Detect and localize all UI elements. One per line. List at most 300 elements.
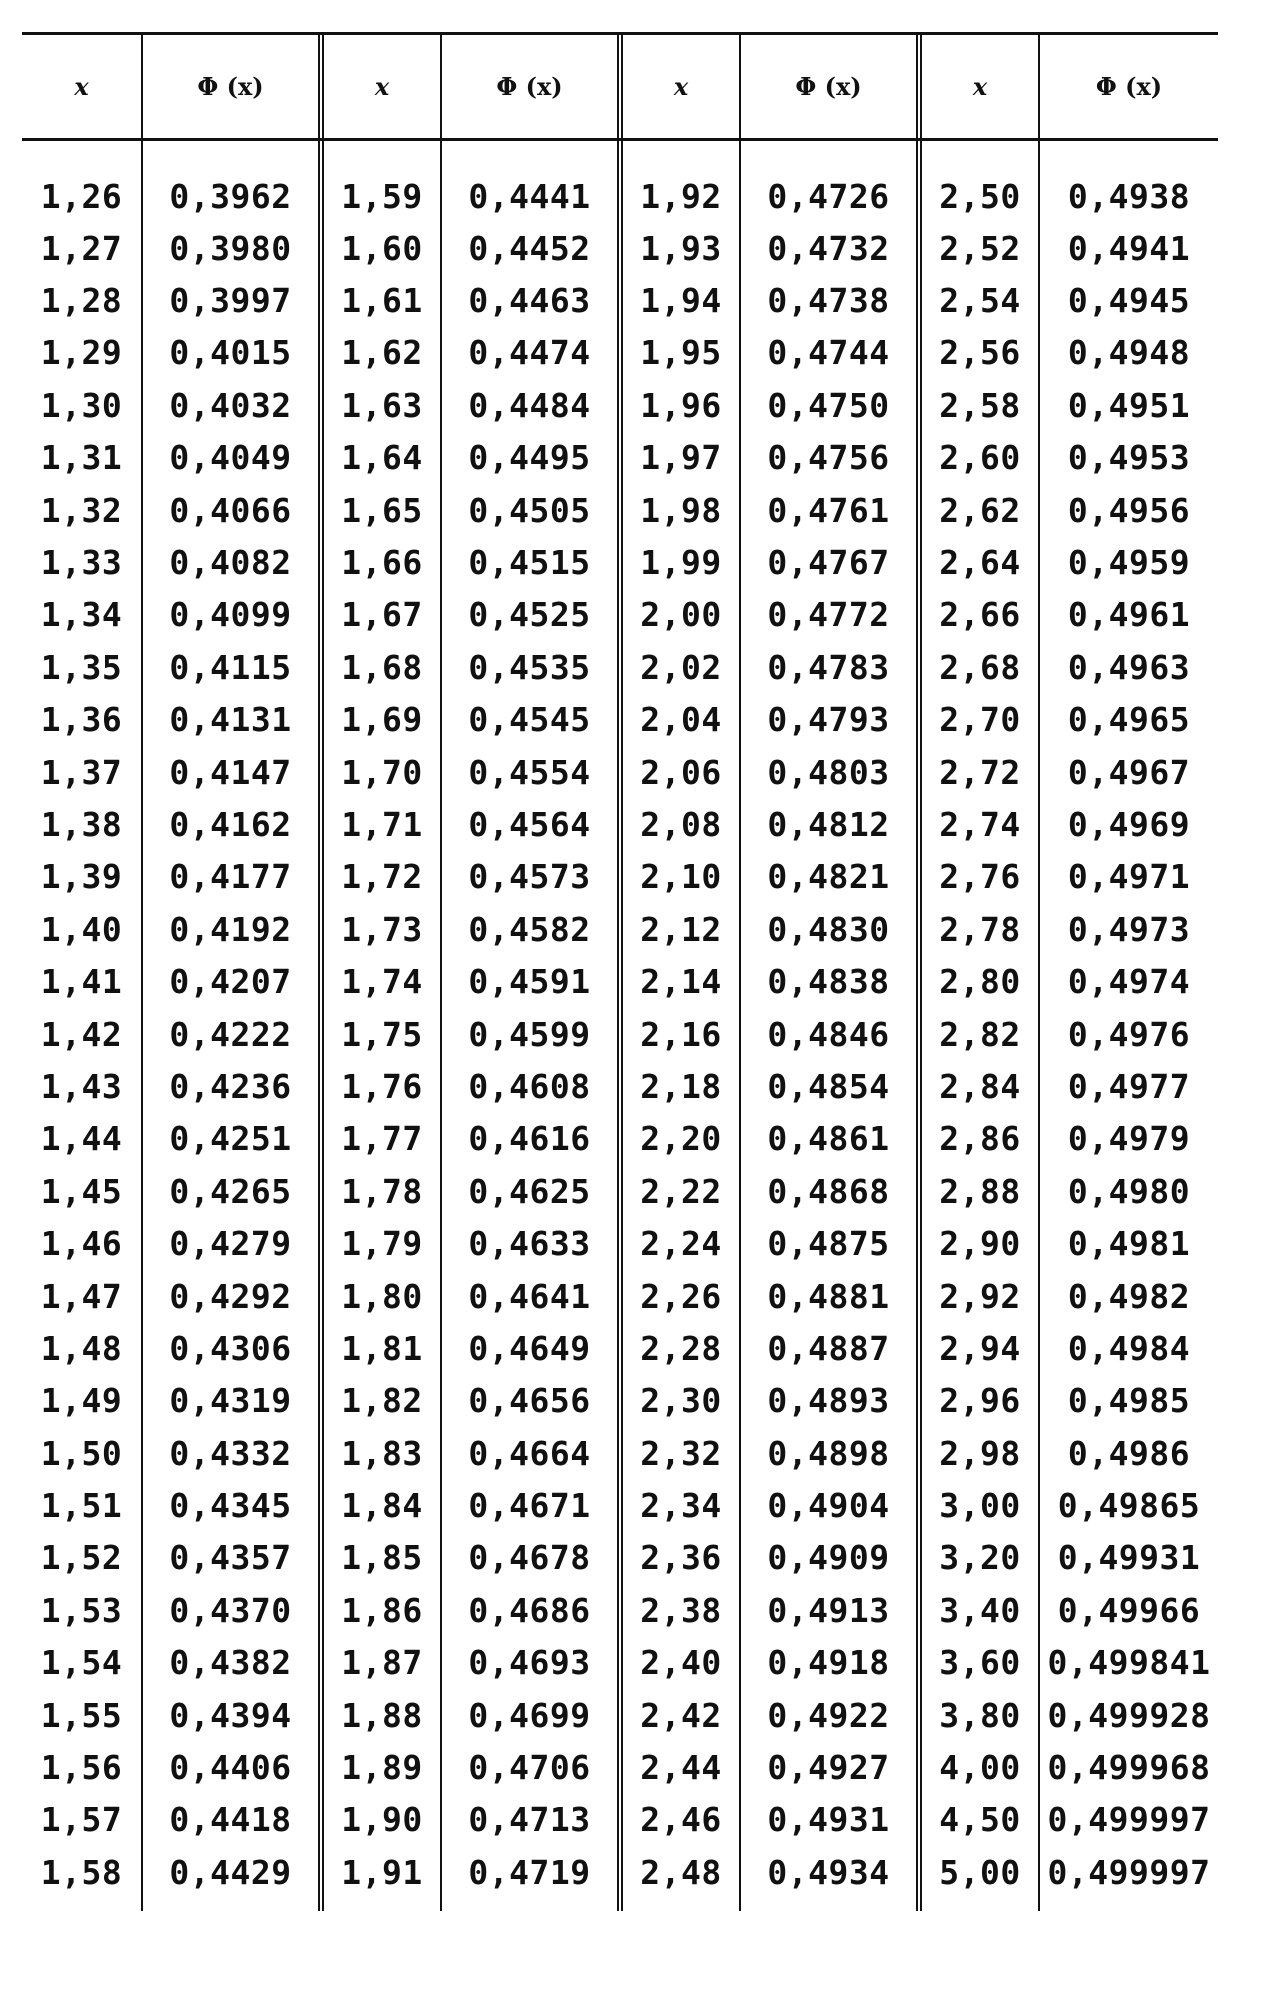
phi-value-cell: 0,4686 xyxy=(441,1584,620,1636)
x-value-cell: 1,99 xyxy=(620,536,740,588)
x-value-cell: 1,70 xyxy=(321,746,441,798)
column-header-x-3 xyxy=(620,32,740,140)
table-row xyxy=(22,1217,1218,1269)
phi-value-cell: 0,4484 xyxy=(441,379,620,431)
x-value-cell: 1,76 xyxy=(321,1060,441,1112)
phi-value-cell: 0,4981 xyxy=(1039,1217,1218,1269)
phi-header-label: Φ (x) xyxy=(197,71,264,101)
x-value-cell: 2,70 xyxy=(919,694,1039,746)
x-value-cell: 1,90 xyxy=(321,1794,441,1846)
phi-value-cell: 0,4207 xyxy=(142,955,321,1007)
phi-value-cell: 0,4913 xyxy=(740,1584,919,1636)
x-value-cell: 1,82 xyxy=(321,1375,441,1427)
x-value-cell: 1,86 xyxy=(321,1584,441,1636)
x-value-cell: 3,00 xyxy=(919,1479,1039,1531)
x-value-cell: 1,59 xyxy=(321,140,441,222)
x-value-cell: 1,61 xyxy=(321,274,441,326)
phi-value-cell: 0,4382 xyxy=(142,1637,321,1689)
phi-value-cell: 0,4803 xyxy=(740,746,919,798)
x-value-cell: 2,44 xyxy=(620,1741,740,1793)
x-value-cell: 1,92 xyxy=(620,140,740,222)
phi-value-cell: 0,4265 xyxy=(142,1165,321,1217)
table-row xyxy=(22,1427,1218,1479)
phi-value-cell: 0,4838 xyxy=(740,955,919,1007)
phi-header-label: Φ (x) xyxy=(795,71,862,101)
x-value-cell: 1,39 xyxy=(40,857,123,897)
table-row xyxy=(22,1689,1218,1741)
table-row xyxy=(22,1165,1218,1217)
x-value-cell: 1,28 xyxy=(40,281,123,321)
phi-value-cell: 0,4713 xyxy=(441,1794,620,1846)
phi-value-cell: 0,4979 xyxy=(1039,1113,1218,1165)
phi-value-cell: 0,4980 xyxy=(1039,1165,1218,1217)
phi-value-cell: 0,4292 xyxy=(142,1270,321,1322)
x-value-cell: 2,54 xyxy=(919,274,1039,326)
phi-value-cell: 0,4971 xyxy=(1039,851,1218,903)
phi-value-cell: 0,4357 xyxy=(142,1532,321,1584)
phi-value-cell: 0,4887 xyxy=(740,1322,919,1374)
x-value-cell: 1,32 xyxy=(40,490,123,530)
x-value-cell: 1,97 xyxy=(620,432,740,484)
x-value-cell: 2,80 xyxy=(919,955,1039,1007)
phi-value-cell: 0,4591 xyxy=(441,955,620,1007)
phi-value-cell: 0,4974 xyxy=(1039,955,1218,1007)
column-header-x-2 xyxy=(321,32,441,140)
table-row xyxy=(22,1741,1218,1793)
table-row xyxy=(22,1479,1218,1531)
table-row xyxy=(22,379,1218,431)
x-value-cell: 1,87 xyxy=(321,1637,441,1689)
phi-value-cell: 0,4830 xyxy=(740,903,919,955)
table-row xyxy=(22,1584,1218,1636)
x-value-cell: 1,81 xyxy=(321,1322,441,1374)
x-value-cell: 1,69 xyxy=(321,694,441,746)
x-value-cell: 3,20 xyxy=(919,1532,1039,1584)
x-value-cell: 2,08 xyxy=(620,798,740,850)
x-value-cell: 2,82 xyxy=(919,1008,1039,1060)
x-value-cell: 1,37 xyxy=(40,752,123,792)
x-value-cell: 1,50 xyxy=(40,1433,123,1473)
phi-value-cell: 0,4934 xyxy=(740,1846,919,1910)
phi-value-cell: 0,4699 xyxy=(441,1689,620,1741)
phi-value-cell: 0,49931 xyxy=(1039,1532,1218,1584)
x-value-cell: 1,68 xyxy=(321,641,441,693)
x-value-cell: 2,74 xyxy=(919,798,1039,850)
x-value-cell: 3,80 xyxy=(919,1689,1039,1741)
x-value-cell: 1,89 xyxy=(321,1741,441,1793)
phi-value-cell: 0,4893 xyxy=(740,1375,919,1427)
x-value-cell: 1,41 xyxy=(40,962,123,1002)
x-value-cell: 1,72 xyxy=(321,851,441,903)
x-value-cell: 2,78 xyxy=(919,903,1039,955)
table-row xyxy=(22,1794,1218,1846)
x-value-cell: 1,80 xyxy=(321,1270,441,1322)
x-value-cell: 1,49 xyxy=(40,1381,123,1421)
x-value-cell: 2,46 xyxy=(620,1794,740,1846)
table-row xyxy=(22,327,1218,379)
phi-value-cell: 0,4861 xyxy=(740,1113,919,1165)
phi-value-cell: 0,4945 xyxy=(1039,274,1218,326)
column-header-phi-2 xyxy=(441,32,620,140)
phi-value-cell: 0,4875 xyxy=(740,1217,919,1269)
x-header-label: x xyxy=(74,71,89,101)
x-value-cell: 1,45 xyxy=(40,1171,123,1211)
phi-value-cell: 0,4982 xyxy=(1039,1270,1218,1322)
x-value-cell: 2,52 xyxy=(919,222,1039,274)
phi-header-label: Φ (x) xyxy=(496,71,563,101)
phi-value-cell: 0,4505 xyxy=(441,484,620,536)
phi-value-cell: 0,4965 xyxy=(1039,694,1218,746)
x-value-cell: 2,76 xyxy=(919,851,1039,903)
x-value-cell: 1,31 xyxy=(40,438,123,478)
phi-value-cell: 0,4969 xyxy=(1039,798,1218,850)
x-value-cell: 3,60 xyxy=(919,1637,1039,1689)
phi-value-cell: 0,4192 xyxy=(142,903,321,955)
phi-header-label: Φ (x) xyxy=(1095,71,1163,101)
x-value-cell: 1,63 xyxy=(321,379,441,431)
phi-value-cell: 0,4474 xyxy=(441,327,620,379)
table-row xyxy=(22,694,1218,746)
table-row xyxy=(22,903,1218,955)
phi-value-cell: 0,4418 xyxy=(142,1794,321,1846)
x-value-cell: 2,84 xyxy=(919,1060,1039,1112)
x-value-cell: 1,46 xyxy=(40,1224,123,1264)
x-value-cell: 2,18 xyxy=(620,1060,740,1112)
x-value-cell: 1,83 xyxy=(321,1427,441,1479)
table-row xyxy=(22,536,1218,588)
x-value-cell: 1,85 xyxy=(321,1532,441,1584)
phi-value-cell: 0,4772 xyxy=(740,589,919,641)
phi-value-cell: 0,4956 xyxy=(1039,484,1218,536)
x-value-cell: 2,06 xyxy=(620,746,740,798)
phi-value-cell: 0,4756 xyxy=(740,432,919,484)
phi-value-cell: 0,4973 xyxy=(1039,903,1218,955)
x-value-cell: 1,64 xyxy=(321,432,441,484)
x-value-cell: 2,86 xyxy=(919,1113,1039,1165)
phi-value-cell: 0,4959 xyxy=(1039,536,1218,588)
phi-value-cell: 0,4082 xyxy=(142,536,321,588)
phi-value-cell: 0,4370 xyxy=(142,1584,321,1636)
x-value-cell: 1,26 xyxy=(40,176,123,216)
header-rule xyxy=(22,138,1218,141)
table-header-row xyxy=(22,32,1218,140)
x-value-cell: 1,36 xyxy=(40,700,123,740)
x-value-cell: 2,04 xyxy=(620,694,740,746)
x-value-cell: 2,68 xyxy=(919,641,1039,693)
x-value-cell: 1,62 xyxy=(321,327,441,379)
phi-value-cell: 0,3962 xyxy=(142,140,321,222)
phi-value-cell: 0,4177 xyxy=(142,851,321,903)
phi-value-cell: 0,4429 xyxy=(142,1846,321,1910)
x-value-cell: 1,60 xyxy=(321,222,441,274)
column-header-x-1 xyxy=(22,32,142,140)
phi-value-cell: 0,49966 xyxy=(1039,1584,1218,1636)
x-value-cell: 1,34 xyxy=(40,595,123,635)
phi-value-cell: 0,4332 xyxy=(142,1427,321,1479)
x-value-cell: 2,96 xyxy=(919,1375,1039,1427)
phi-value-cell: 0,4738 xyxy=(740,274,919,326)
phi-value-cell: 0,4599 xyxy=(441,1008,620,1060)
x-value-cell: 2,88 xyxy=(919,1165,1039,1217)
phi-value-cell: 0,4938 xyxy=(1039,140,1218,222)
x-value-cell: 1,47 xyxy=(40,1276,123,1316)
table-row xyxy=(22,1375,1218,1427)
x-value-cell: 1,48 xyxy=(40,1328,123,1368)
x-value-cell: 3,40 xyxy=(919,1584,1039,1636)
x-value-cell: 1,33 xyxy=(40,543,123,583)
phi-value-cell: 0,4977 xyxy=(1039,1060,1218,1112)
phi-value-cell: 0,4767 xyxy=(740,536,919,588)
table-row xyxy=(22,1322,1218,1374)
table-row xyxy=(22,641,1218,693)
x-value-cell: 2,58 xyxy=(919,379,1039,431)
phi-value-cell: 0,4306 xyxy=(142,1322,321,1374)
x-value-cell: 1,52 xyxy=(40,1538,123,1578)
column-header-phi-3 xyxy=(740,32,919,140)
x-value-cell: 2,28 xyxy=(620,1322,740,1374)
table-row xyxy=(22,589,1218,641)
x-value-cell: 1,43 xyxy=(40,1066,123,1106)
phi-value-cell: 0,4931 xyxy=(740,1794,919,1846)
phi-value-cell: 0,4236 xyxy=(142,1060,321,1112)
x-value-cell: 1,58 xyxy=(40,1852,123,1892)
phi-value-cell: 0,4693 xyxy=(441,1637,620,1689)
column-header-phi-4 xyxy=(1039,32,1218,140)
phi-value-cell: 0,4394 xyxy=(142,1689,321,1741)
phi-value-cell: 0,4898 xyxy=(740,1427,919,1479)
phi-value-cell: 0,4783 xyxy=(740,641,919,693)
phi-value-cell: 0,4463 xyxy=(441,274,620,326)
phi-value-cell: 0,4115 xyxy=(142,641,321,693)
x-value-cell: 2,66 xyxy=(919,589,1039,641)
x-value-cell: 1,67 xyxy=(321,589,441,641)
phi-value-cell: 0,4948 xyxy=(1039,327,1218,379)
x-value-cell: 4,50 xyxy=(919,1794,1039,1846)
x-value-cell: 5,00 xyxy=(919,1846,1039,1910)
phi-value-cell: 0,4664 xyxy=(441,1427,620,1479)
x-header-label: x xyxy=(972,71,988,101)
x-value-cell: 2,94 xyxy=(919,1322,1039,1374)
phi-value-cell: 0,4015 xyxy=(142,327,321,379)
phi-value-cell: 0,4909 xyxy=(740,1532,919,1584)
phi-value-cell: 0,4812 xyxy=(740,798,919,850)
phi-value-cell: 0,4319 xyxy=(142,1375,321,1427)
phi-value-cell: 0,4649 xyxy=(441,1322,620,1374)
x-value-cell: 2,42 xyxy=(620,1689,740,1741)
phi-value-cell: 0,4564 xyxy=(441,798,620,850)
x-value-cell: 2,50 xyxy=(919,140,1039,222)
x-value-cell: 1,38 xyxy=(40,804,123,844)
phi-value-cell: 0,4986 xyxy=(1039,1427,1218,1479)
x-value-cell: 2,36 xyxy=(620,1532,740,1584)
phi-value-cell: 0,4732 xyxy=(740,222,919,274)
phi-value-cell: 0,4985 xyxy=(1039,1375,1218,1427)
x-value-cell: 2,48 xyxy=(620,1846,740,1910)
x-value-cell: 2,24 xyxy=(620,1217,740,1269)
phi-value-cell: 0,4821 xyxy=(740,851,919,903)
table-row xyxy=(22,1008,1218,1060)
phi-value-cell: 0,499968 xyxy=(1039,1741,1218,1793)
phi-value-cell: 0,4525 xyxy=(441,589,620,641)
phi-value-cell: 0,4927 xyxy=(740,1741,919,1793)
x-value-cell: 2,98 xyxy=(919,1427,1039,1479)
table-body xyxy=(22,140,1218,1911)
phi-value-cell: 0,4147 xyxy=(142,746,321,798)
x-value-cell: 1,42 xyxy=(40,1014,123,1054)
phi-value-cell: 0,499928 xyxy=(1039,1689,1218,1741)
x-value-cell: 1,51 xyxy=(40,1486,123,1526)
x-value-cell: 1,95 xyxy=(620,327,740,379)
phi-value-cell: 0,4726 xyxy=(740,140,919,222)
x-value-cell: 1,29 xyxy=(40,333,123,373)
column-header-phi-1 xyxy=(142,32,321,140)
phi-value-cell: 0,4868 xyxy=(740,1165,919,1217)
phi-value-cell: 0,4616 xyxy=(441,1113,620,1165)
phi-value-cell: 0,4744 xyxy=(740,327,919,379)
table-row xyxy=(22,1532,1218,1584)
phi-value-cell: 0,4918 xyxy=(740,1637,919,1689)
table-row xyxy=(22,1113,1218,1165)
x-value-cell: 2,40 xyxy=(620,1637,740,1689)
x-value-cell: 2,30 xyxy=(620,1375,740,1427)
phi-value-cell: 0,4406 xyxy=(142,1741,321,1793)
x-value-cell: 1,27 xyxy=(40,228,123,268)
phi-value-cell: 0,4941 xyxy=(1039,222,1218,274)
phi-value-cell: 0,4719 xyxy=(441,1846,620,1910)
phi-value-cell: 0,49865 xyxy=(1039,1479,1218,1531)
x-value-cell: 1,30 xyxy=(40,385,123,425)
x-value-cell: 1,54 xyxy=(40,1643,123,1683)
phi-value-cell: 0,4963 xyxy=(1039,641,1218,693)
table-row xyxy=(22,274,1218,326)
phi-value-cell: 0,4706 xyxy=(441,1741,620,1793)
phi-value-cell: 0,4904 xyxy=(740,1479,919,1531)
phi-value-cell: 0,4032 xyxy=(142,379,321,431)
x-value-cell: 1,79 xyxy=(321,1217,441,1269)
table-row xyxy=(22,1637,1218,1689)
x-value-cell: 2,00 xyxy=(620,589,740,641)
x-value-cell: 1,88 xyxy=(321,1689,441,1741)
table-row xyxy=(22,851,1218,903)
x-value-cell: 4,00 xyxy=(919,1741,1039,1793)
x-value-cell: 2,92 xyxy=(919,1270,1039,1322)
phi-value-cell: 0,4750 xyxy=(740,379,919,431)
x-value-cell: 2,62 xyxy=(919,484,1039,536)
phi-value-cell: 0,4279 xyxy=(142,1217,321,1269)
x-value-cell: 2,26 xyxy=(620,1270,740,1322)
phi-value-cell: 0,4049 xyxy=(142,432,321,484)
x-value-cell: 1,73 xyxy=(321,903,441,955)
phi-value-cell: 0,499997 xyxy=(1039,1846,1218,1910)
phi-value-cell: 0,4953 xyxy=(1039,432,1218,484)
x-value-cell: 1,66 xyxy=(321,536,441,588)
x-value-cell: 2,60 xyxy=(919,432,1039,484)
phi-value-cell: 0,4251 xyxy=(142,1113,321,1165)
x-value-cell: 2,72 xyxy=(919,746,1039,798)
x-value-cell: 2,38 xyxy=(620,1584,740,1636)
x-value-cell: 2,10 xyxy=(620,851,740,903)
phi-value-cell: 0,4099 xyxy=(142,589,321,641)
x-value-cell: 2,90 xyxy=(919,1217,1039,1269)
phi-value-cell: 0,4854 xyxy=(740,1060,919,1112)
phi-value-cell: 0,4922 xyxy=(740,1689,919,1741)
phi-value-cell: 0,499997 xyxy=(1039,1794,1218,1846)
phi-value-cell: 0,4582 xyxy=(441,903,620,955)
phi-value-cell: 0,4656 xyxy=(441,1375,620,1427)
phi-value-cell: 0,4495 xyxy=(441,432,620,484)
x-value-cell: 2,22 xyxy=(620,1165,740,1217)
phi-value-cell: 0,4976 xyxy=(1039,1008,1218,1060)
x-value-cell: 1,78 xyxy=(321,1165,441,1217)
x-value-cell: 1,74 xyxy=(321,955,441,1007)
x-value-cell: 1,56 xyxy=(40,1748,123,1788)
x-value-cell: 1,40 xyxy=(40,909,123,949)
x-value-cell: 1,96 xyxy=(620,379,740,431)
x-value-cell: 1,53 xyxy=(40,1590,123,1630)
phi-value-cell: 0,4131 xyxy=(142,694,321,746)
x-value-cell: 2,02 xyxy=(620,641,740,693)
x-value-cell: 1,84 xyxy=(321,1479,441,1531)
phi-value-cell: 0,4761 xyxy=(740,484,919,536)
phi-value-cell: 0,4573 xyxy=(441,851,620,903)
x-value-cell: 1,71 xyxy=(321,798,441,850)
x-value-cell: 1,98 xyxy=(620,484,740,536)
x-value-cell: 2,32 xyxy=(620,1427,740,1479)
table-row xyxy=(22,1270,1218,1322)
phi-value-cell: 0,4793 xyxy=(740,694,919,746)
x-value-cell: 1,55 xyxy=(40,1695,123,1735)
table-row xyxy=(22,222,1218,274)
x-value-cell: 2,16 xyxy=(620,1008,740,1060)
x-value-cell: 2,20 xyxy=(620,1113,740,1165)
phi-value-cell: 0,4641 xyxy=(441,1270,620,1322)
phi-value-cell: 0,4345 xyxy=(142,1479,321,1531)
phi-value-cell: 0,4633 xyxy=(441,1217,620,1269)
phi-value-cell: 0,4222 xyxy=(142,1008,321,1060)
phi-value-cell: 0,4846 xyxy=(740,1008,919,1060)
phi-value-cell: 0,4452 xyxy=(441,222,620,274)
table-row xyxy=(22,746,1218,798)
phi-value-cell: 0,4951 xyxy=(1039,379,1218,431)
phi-value-cell: 0,4441 xyxy=(441,140,620,222)
x-value-cell: 1,91 xyxy=(321,1846,441,1910)
table-row xyxy=(22,1846,1218,1910)
phi-value-cell: 0,4066 xyxy=(142,484,321,536)
x-value-cell: 2,14 xyxy=(620,955,740,1007)
phi-value-cell: 0,4678 xyxy=(441,1532,620,1584)
x-value-cell: 1,75 xyxy=(321,1008,441,1060)
x-value-cell: 1,65 xyxy=(321,484,441,536)
x-value-cell: 2,64 xyxy=(919,536,1039,588)
phi-value-cell: 0,4545 xyxy=(441,694,620,746)
x-value-cell: 1,44 xyxy=(40,1119,123,1159)
phi-value-cell: 0,4961 xyxy=(1039,589,1218,641)
table-row xyxy=(22,484,1218,536)
x-value-cell: 1,77 xyxy=(321,1113,441,1165)
x-value-cell: 1,57 xyxy=(40,1800,123,1840)
phi-value-cell: 0,4608 xyxy=(441,1060,620,1112)
x-value-cell: 1,35 xyxy=(40,647,123,687)
table-row xyxy=(22,798,1218,850)
phi-value-cell: 0,4671 xyxy=(441,1479,620,1531)
table-row xyxy=(22,955,1218,1007)
phi-value-cell: 0,4967 xyxy=(1039,746,1218,798)
x-header-label: x xyxy=(374,71,390,101)
laplace-function-table xyxy=(22,32,1218,1911)
column-header-x-4 xyxy=(919,32,1039,140)
x-value-cell: 2,56 xyxy=(919,327,1039,379)
x-value-cell: 2,12 xyxy=(620,903,740,955)
